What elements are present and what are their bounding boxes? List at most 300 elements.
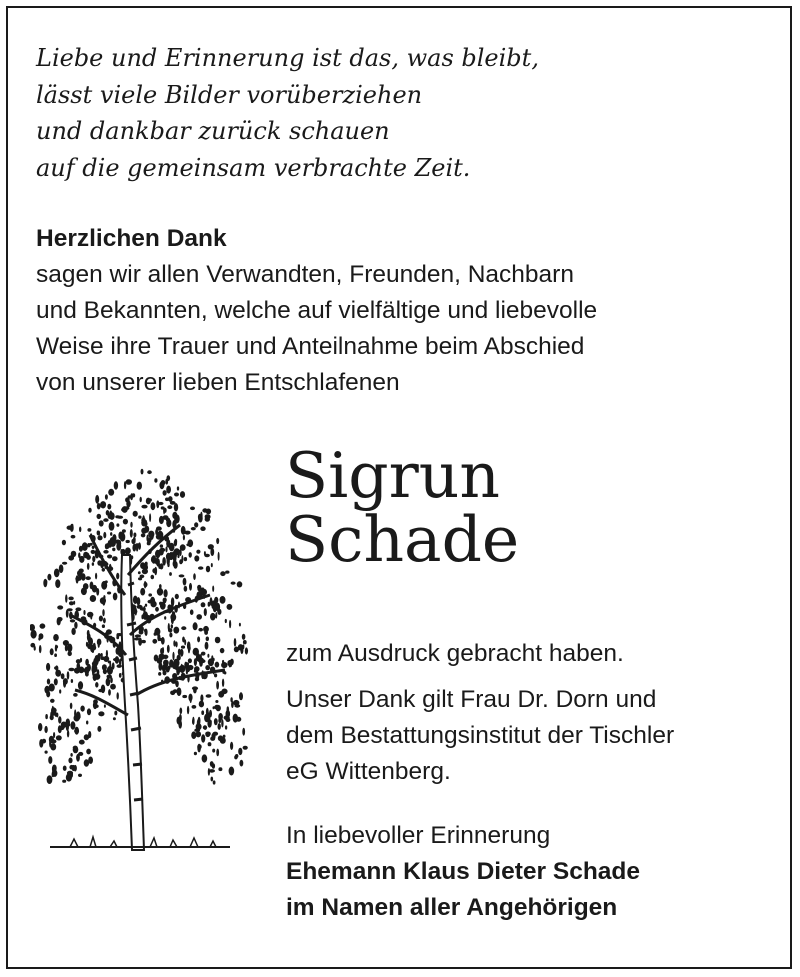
leaf-mark	[133, 537, 136, 543]
leaf-mark	[117, 664, 122, 668]
leaf-mark	[196, 614, 202, 620]
gratitude-line: Unser Dank gilt Frau Dr. Dorn und	[286, 686, 657, 713]
leaf-mark	[147, 470, 152, 474]
leaf-mark	[45, 751, 48, 754]
leaf-mark	[97, 531, 100, 536]
leaf-mark	[66, 723, 69, 731]
leaf-mark	[180, 544, 186, 551]
leaf-mark	[183, 578, 187, 586]
leaf-mark	[191, 731, 196, 739]
leaf-mark	[99, 520, 104, 526]
leaf-mark	[170, 613, 176, 621]
leaf-mark	[74, 765, 77, 772]
leaf-mark	[101, 685, 105, 694]
leaf-mark	[167, 505, 172, 509]
leaf-mark	[93, 658, 98, 666]
leaf-mark	[209, 710, 212, 718]
leaf-mark	[85, 659, 89, 666]
leaf-mark	[215, 721, 217, 725]
leaf-mark	[82, 542, 88, 551]
leaf-mark	[199, 701, 204, 708]
leaf-mark	[110, 677, 113, 683]
leaf-mark	[169, 543, 175, 552]
signer-line: Ehemann Klaus Dieter Schade	[286, 858, 641, 885]
leaf-mark	[98, 711, 104, 716]
poem-line: und dankbar zurück schauen	[36, 117, 390, 145]
leaf-mark	[220, 571, 225, 576]
leaf-mark	[109, 522, 115, 531]
leaf-mark	[97, 726, 101, 732]
leaf-mark	[188, 665, 194, 670]
leaf-mark	[163, 490, 167, 496]
leaf-mark	[86, 749, 91, 755]
leaf-mark	[141, 533, 146, 537]
leaf-mark	[68, 597, 73, 601]
leaf-mark	[54, 569, 60, 578]
leaf-mark	[140, 588, 145, 596]
leaf-mark	[90, 614, 92, 619]
leaf-mark	[100, 653, 102, 657]
thanks-section	[36, 221, 597, 401]
leaf-mark	[194, 658, 197, 666]
leaf-mark	[205, 642, 209, 650]
leaf-mark	[90, 582, 94, 590]
leaf-mark	[174, 503, 178, 511]
leaf-mark	[74, 622, 77, 629]
leaf-mark	[198, 514, 203, 523]
leaf-mark	[144, 526, 149, 533]
leaf-mark	[149, 532, 154, 540]
leaf-mark	[151, 502, 156, 510]
leaf-mark	[95, 495, 99, 504]
leaf-mark	[165, 479, 168, 485]
leaf-mark	[53, 634, 59, 641]
leaf-mark	[84, 734, 89, 740]
leaf-mark	[157, 658, 162, 664]
leaf-mark	[133, 533, 136, 538]
leaf-mark	[133, 511, 138, 517]
leaf-mark	[159, 481, 164, 489]
leaf-mark	[167, 645, 170, 653]
thanks-heading: Herzlichen Dank	[36, 225, 227, 252]
leaf-mark	[165, 660, 169, 668]
leaf-mark	[108, 489, 114, 496]
leaf-mark	[181, 555, 183, 563]
leaf-mark	[192, 705, 197, 709]
leaf-mark	[93, 665, 98, 672]
leaf-mark	[231, 582, 236, 585]
leaf-mark	[200, 694, 203, 701]
leaf-mark	[67, 730, 69, 737]
leaf-mark	[108, 689, 111, 696]
leaf-mark	[112, 556, 118, 561]
leaf-mark	[101, 581, 107, 590]
leaf-mark	[93, 701, 97, 709]
leaf-mark	[234, 755, 237, 759]
leaf-mark	[210, 737, 215, 741]
leaf-mark	[205, 514, 211, 519]
leaf-mark	[204, 714, 209, 722]
leaf-mark	[82, 669, 86, 672]
poem-line: auf die gemeinsam verbrachte Zeit.	[36, 153, 471, 182]
leaf-mark	[104, 704, 106, 707]
leaf-mark	[56, 735, 62, 740]
leaf-mark	[126, 540, 130, 543]
leaf-mark	[107, 555, 112, 559]
leaf-mark	[221, 689, 227, 695]
leaf-mark	[134, 543, 140, 548]
leaf-mark	[39, 739, 43, 748]
leaf-mark	[194, 522, 198, 527]
leaf-mark	[181, 626, 186, 630]
leaf-mark	[87, 528, 91, 532]
leaf-mark	[137, 482, 142, 490]
leaf-mark	[116, 633, 119, 638]
leaf-mark	[204, 608, 207, 616]
leaf-mark	[216, 681, 219, 690]
leaf-mark	[213, 604, 217, 613]
leaf-mark	[175, 594, 179, 599]
leaf-mark	[88, 757, 93, 764]
leaf-mark	[204, 630, 208, 635]
leaf-mark	[112, 548, 115, 552]
leaf-mark	[86, 576, 91, 580]
leaf-mark	[126, 500, 130, 507]
leaf-mark	[99, 639, 102, 644]
leaf-mark	[151, 601, 157, 608]
leaf-mark	[217, 609, 221, 615]
leaf-mark	[151, 575, 155, 580]
leaf-mark	[52, 706, 54, 712]
leaf-mark	[162, 557, 166, 566]
leaf-mark	[103, 656, 109, 662]
leaf-mark	[183, 535, 185, 541]
leaf-mark	[103, 518, 108, 522]
leaf-mark	[57, 605, 63, 609]
leaf-mark	[95, 682, 98, 688]
leaf-mark	[230, 742, 233, 750]
leaf-mark	[113, 658, 119, 661]
leaf-mark	[126, 479, 132, 485]
leaf-mark	[175, 662, 179, 671]
leaf-mark	[79, 527, 81, 533]
leaf-mark	[80, 706, 84, 712]
leaf-mark	[243, 746, 248, 750]
leaf-mark	[171, 599, 174, 607]
leaf-mark	[152, 639, 157, 644]
leaf-mark	[190, 698, 192, 704]
leaf-mark	[172, 551, 176, 557]
leaf-mark	[109, 662, 111, 670]
leaf-mark	[119, 659, 121, 666]
leaf-mark	[169, 572, 172, 576]
leaf-mark	[169, 633, 172, 638]
leaf-mark	[143, 611, 148, 620]
leaf-mark	[70, 619, 75, 622]
leaf-mark	[208, 742, 212, 746]
leaf-mark	[172, 652, 174, 661]
leaf-mark	[206, 566, 210, 573]
closing-section	[286, 818, 640, 926]
leaf-mark	[225, 725, 227, 729]
leaf-mark	[242, 728, 245, 736]
leaf-mark	[225, 571, 229, 574]
leaf-mark	[234, 638, 237, 647]
leaf-mark	[122, 529, 126, 533]
leaf-mark	[163, 670, 167, 675]
leaf-mark	[103, 550, 108, 554]
leaf-mark	[130, 493, 133, 500]
leaf-mark	[192, 719, 194, 724]
leaf-mark	[200, 526, 205, 531]
leaf-mark	[182, 530, 186, 534]
leaf-mark	[145, 604, 147, 607]
leaf-mark	[116, 523, 119, 526]
leaf-mark	[215, 612, 217, 619]
leaf-mark	[240, 760, 244, 767]
leaf-mark	[236, 717, 241, 722]
birch-tree-icon	[30, 455, 250, 855]
leaf-mark	[170, 691, 175, 696]
leaf-mark	[212, 586, 214, 592]
leaf-mark	[190, 609, 194, 615]
leaf-mark	[168, 666, 171, 670]
leaf-mark	[239, 623, 241, 627]
leaf-mark	[210, 613, 216, 621]
leaf-mark	[159, 584, 162, 589]
leaf-mark	[233, 700, 239, 706]
leaf-mark	[50, 699, 55, 703]
leaf-mark	[123, 519, 128, 525]
leaf-mark	[140, 562, 145, 569]
leaf-mark	[198, 566, 203, 569]
gratitude-line: dem Bestattungsinstitut der Tischler	[286, 722, 675, 749]
leaf-mark	[55, 665, 58, 670]
leaf-mark	[119, 534, 125, 539]
leaf-mark	[198, 628, 203, 632]
leaf-mark	[31, 630, 37, 639]
leaf-mark	[90, 595, 96, 602]
gratitude-section	[286, 636, 674, 790]
leaf-mark	[113, 717, 116, 720]
deceased-first-name: Sigrun	[285, 439, 500, 512]
leaf-mark	[227, 604, 233, 610]
leaf-mark	[216, 749, 219, 757]
leaf-mark	[67, 671, 70, 679]
leaf-mark	[179, 574, 185, 577]
leaf-mark	[74, 727, 79, 735]
leaf-mark	[39, 645, 42, 653]
leaf-mark	[65, 645, 68, 652]
leaf-mark	[189, 552, 192, 558]
leaf-mark	[201, 710, 204, 715]
leaf-mark	[63, 766, 67, 771]
leaf-mark	[40, 623, 46, 628]
leaf-mark	[194, 555, 199, 561]
signer-line: im Namen aller Angehörigen	[286, 894, 618, 921]
leaf-mark	[47, 679, 50, 685]
leaf-mark	[218, 723, 221, 730]
leaf-mark	[202, 508, 207, 512]
leaf-mark	[186, 543, 191, 546]
closing-intro: In liebevoller Erinnerung	[286, 822, 551, 849]
leaf-mark	[87, 553, 90, 559]
leaf-mark	[87, 643, 92, 649]
leaf-mark	[196, 731, 202, 737]
leaf-mark	[218, 767, 222, 771]
leaf-mark	[154, 632, 157, 636]
leaf-mark	[154, 478, 157, 482]
leaf-mark	[105, 494, 108, 500]
expression-line: zum Ausdruck gebracht haben.	[286, 640, 624, 667]
leaf-mark	[106, 629, 112, 634]
leaf-mark	[102, 609, 104, 616]
leaf-mark	[237, 581, 243, 587]
leaf-mark	[158, 672, 161, 676]
leaf-mark	[209, 769, 215, 773]
leaf-mark	[65, 594, 67, 602]
leaf-mark	[58, 716, 61, 723]
leaf-mark	[87, 563, 90, 570]
leaf-mark	[79, 558, 82, 562]
leaf-mark	[160, 602, 166, 610]
leaf-mark	[158, 502, 163, 505]
leaf-mark	[141, 469, 144, 475]
poem-line: lässt viele Bilder vorüberziehen	[36, 80, 423, 109]
leaf-mark	[149, 513, 151, 522]
leaf-mark	[78, 681, 83, 690]
leaf-mark	[179, 708, 182, 715]
leaf-mark	[48, 756, 52, 764]
leaf-mark	[69, 601, 74, 605]
leaf-mark	[213, 706, 215, 709]
leaf-mark	[92, 556, 95, 562]
leaf-mark	[110, 684, 116, 690]
leaf-mark	[114, 481, 118, 489]
leaf-mark	[109, 512, 115, 520]
leaf-mark	[87, 543, 90, 547]
leaf-mark	[59, 689, 61, 693]
leaf-mark	[125, 547, 131, 554]
leaf-mark	[211, 563, 213, 567]
thanks-line: und Bekannten, welche auf vielfältige und liebevolle	[36, 297, 598, 324]
leaf-mark	[138, 638, 142, 646]
leaf-mark	[66, 609, 69, 618]
leaf-mark	[135, 634, 141, 637]
leaf-mark	[160, 544, 163, 547]
leaf-mark	[107, 504, 111, 510]
thanks-line: von unserer lieben Entschlafenen	[36, 369, 400, 396]
leaf-mark	[173, 640, 175, 646]
leaf-mark	[149, 498, 152, 501]
leaf-mark	[184, 639, 186, 645]
leaf-mark	[97, 503, 101, 509]
leaf-mark	[160, 648, 163, 654]
thanks-line: Weise ihre Trauer und Anteilnahme beim Abschied	[36, 333, 585, 360]
leaf-mark	[212, 749, 215, 753]
deceased-name	[285, 439, 520, 576]
leaf-mark	[45, 714, 48, 719]
leaf-mark	[198, 717, 201, 725]
leaf-mark	[229, 620, 231, 628]
leaf-mark	[190, 507, 195, 511]
leaf-mark	[30, 643, 35, 648]
leaf-mark	[155, 607, 159, 612]
leaf-mark	[54, 653, 57, 657]
leaf-mark	[197, 744, 201, 749]
leaf-mark	[103, 618, 106, 624]
leaf-mark	[202, 754, 208, 762]
leaf-mark	[140, 497, 142, 502]
leaf-mark	[222, 679, 224, 687]
leaf-mark	[167, 557, 170, 566]
leaf-mark	[99, 616, 103, 622]
poem-line: Liebe und Erinnerung ist das, was bleibt,	[36, 44, 539, 72]
leaf-mark	[184, 557, 187, 561]
leaf-mark	[88, 508, 91, 513]
leaf-mark	[45, 580, 47, 584]
leaf-mark	[78, 552, 80, 558]
leaf-mark	[102, 664, 107, 670]
leaf-mark	[169, 662, 174, 666]
leaf-mark	[208, 658, 214, 666]
leaf-mark	[46, 691, 50, 698]
leaf-mark	[71, 535, 76, 539]
leaf-mark	[239, 692, 243, 700]
leaf-mark	[140, 607, 146, 610]
leaf-mark	[206, 694, 212, 698]
leaf-mark	[74, 668, 80, 674]
leaf-mark	[157, 588, 163, 596]
leaf-mark	[57, 617, 62, 621]
leaf-mark	[216, 538, 219, 544]
leaf-mark	[163, 598, 167, 603]
leaf-mark	[164, 589, 168, 597]
leaf-mark	[193, 648, 199, 656]
leaf-mark	[166, 519, 171, 527]
leaf-mark	[115, 540, 121, 544]
leaf-mark	[67, 526, 73, 530]
leaf-mark	[193, 622, 198, 630]
leaf-mark	[177, 717, 181, 725]
leaf-mark	[164, 508, 167, 513]
leaf-mark	[102, 624, 105, 628]
leaf-mark	[193, 573, 196, 580]
leaf-mark	[54, 678, 58, 685]
leaf-mark	[100, 501, 106, 508]
leaf-mark	[76, 659, 81, 664]
leaf-mark	[106, 678, 111, 686]
leaf-mark	[210, 548, 214, 556]
leaf-mark	[187, 641, 191, 650]
leaf-mark	[144, 582, 148, 587]
leaf-mark	[68, 668, 74, 672]
leaf-mark	[78, 774, 82, 777]
leaf-mark	[194, 728, 200, 732]
leaf-mark	[230, 768, 233, 775]
leaf-mark	[166, 486, 171, 494]
leaf-mark	[148, 593, 152, 596]
leaf-mark	[124, 481, 126, 489]
leaf-mark	[140, 575, 145, 579]
leaf-mark	[116, 573, 119, 580]
leaf-mark	[130, 522, 132, 528]
leaf-mark	[171, 624, 173, 628]
leaf-mark	[186, 668, 188, 674]
leaf-mark	[220, 596, 226, 604]
leaf-mark	[162, 515, 168, 520]
leaf-mark	[71, 628, 75, 635]
